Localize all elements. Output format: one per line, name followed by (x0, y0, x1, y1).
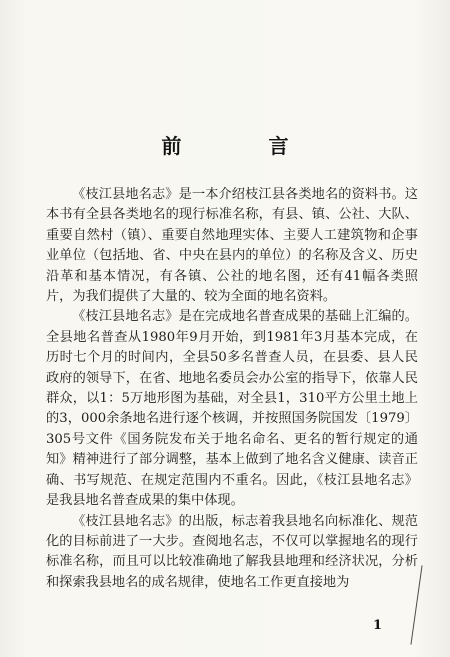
paragraph-2-text: 《枝江县地名志》是在完成地名普查成果的基础上汇编的。全县地名普查从1980年9月开始，到1981年3月基本完成，在历时七个月的时间内，全县50多名普查人员，在县委、县人民政府的领导下，在省、地地名委员会办公室的指导下，依靠人民群众，以1：5万地形图为基础，对全县1，310平方公里土地上的3，000余条地名进行逐个核调，并按照国务院国发〔1979〕305号文件《国务院发布关于地名命名、更名的暂行规定的通知》精神进行了部分调整，基本上做到了地名含义健康、读音正确、书写规范、在规定范围内不重名。因此，《枝江县地名志》是我县地名普查成果的集中体现。 (46, 309, 418, 509)
paragraph-1-text: 《枝江县地名志》是一本介绍枝江县各类地名的资料书。这本书有全县各类地名的现行标准名称，有县、镇、公社、大队、重要自然村（镇）、重要自然地理实体、主要人工建筑物和企事业单位（包括地、省、中央在县内的单位）的名称及含义、历史沿革和基本情况，有各镇、公社的地名图，还有41幅各类照片，为我们提供了大量的、较为全面的地名资料。 (46, 187, 418, 305)
page-title: 前 言 (161, 134, 329, 158)
body-text (46, 185, 418, 593)
paragraph-3-text: 《枝江县地名志》的出版，标志着我县地名向标准化、规范化的目标前进了一大步。查阅地名志，不仅可以掌握地名的现行标准名称，而且可以比较准确地了解我县地理和经济状况，分析和探索我县地名的成名规律，使地名工作更直接地为 (46, 513, 418, 590)
paragraph-2 (46, 307, 418, 511)
page-number: 1 (373, 618, 383, 633)
paragraph-1 (46, 185, 418, 307)
paragraph-3 (46, 512, 418, 594)
